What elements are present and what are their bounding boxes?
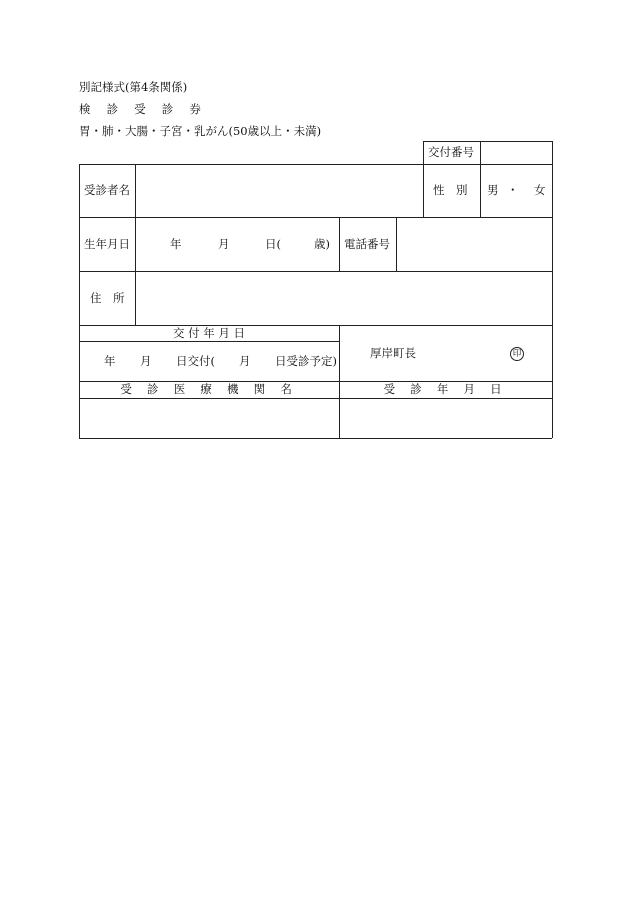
phone-field[interactable] bbox=[397, 218, 551, 270]
birth-month-unit: 月 bbox=[218, 237, 230, 251]
birth-day-unit: 日( bbox=[265, 237, 281, 251]
address-label: 住 所 bbox=[90, 291, 125, 305]
exam-date-field[interactable] bbox=[340, 399, 551, 437]
gender-male-option[interactable]: 男 bbox=[487, 183, 499, 197]
gender-label: 性 別 bbox=[433, 183, 468, 197]
address-field[interactable] bbox=[136, 272, 551, 324]
form-reference: 別記様式(第4条関係) bbox=[79, 80, 188, 94]
phone-label: 電話番号 bbox=[344, 237, 390, 251]
age-unit: 歳) bbox=[314, 237, 330, 251]
patient-name-field[interactable] bbox=[136, 165, 422, 216]
exam-month-unit: 月 bbox=[239, 354, 251, 368]
document-subtitle: 胃・肺・大腸・子宮・乳がん(50歳以上・未満) bbox=[79, 124, 322, 138]
exam-day-planned: 日受診予定) bbox=[275, 354, 337, 368]
gender-separator: ・ bbox=[507, 183, 519, 197]
issue-date-label: 交 付 年 月 日 bbox=[172, 326, 246, 340]
issue-number-field[interactable] bbox=[481, 142, 551, 163]
birth-year-unit: 年 bbox=[170, 237, 182, 251]
issue-month-unit: 月 bbox=[140, 354, 152, 368]
issue-day-issued: 日交付( bbox=[176, 354, 215, 368]
patient-name-label: 受診者名 bbox=[84, 183, 130, 197]
facility-label: 受 診 医 療 機 関 名 bbox=[120, 382, 298, 396]
mayor-title: 厚岸町長 bbox=[370, 346, 416, 360]
issue-number-label: 交付番号 bbox=[428, 145, 474, 159]
issue-year-unit: 年 bbox=[104, 354, 116, 368]
birthdate-label: 生年月日 bbox=[84, 237, 130, 251]
seal-mark: 印 bbox=[510, 347, 524, 361]
facility-field[interactable] bbox=[80, 399, 338, 437]
document-title: 検 診 受 診 券 bbox=[79, 102, 204, 116]
exam-date-label: 受 診 年 月 日 bbox=[383, 382, 508, 396]
gender-female-option[interactable]: 女 bbox=[534, 183, 546, 197]
